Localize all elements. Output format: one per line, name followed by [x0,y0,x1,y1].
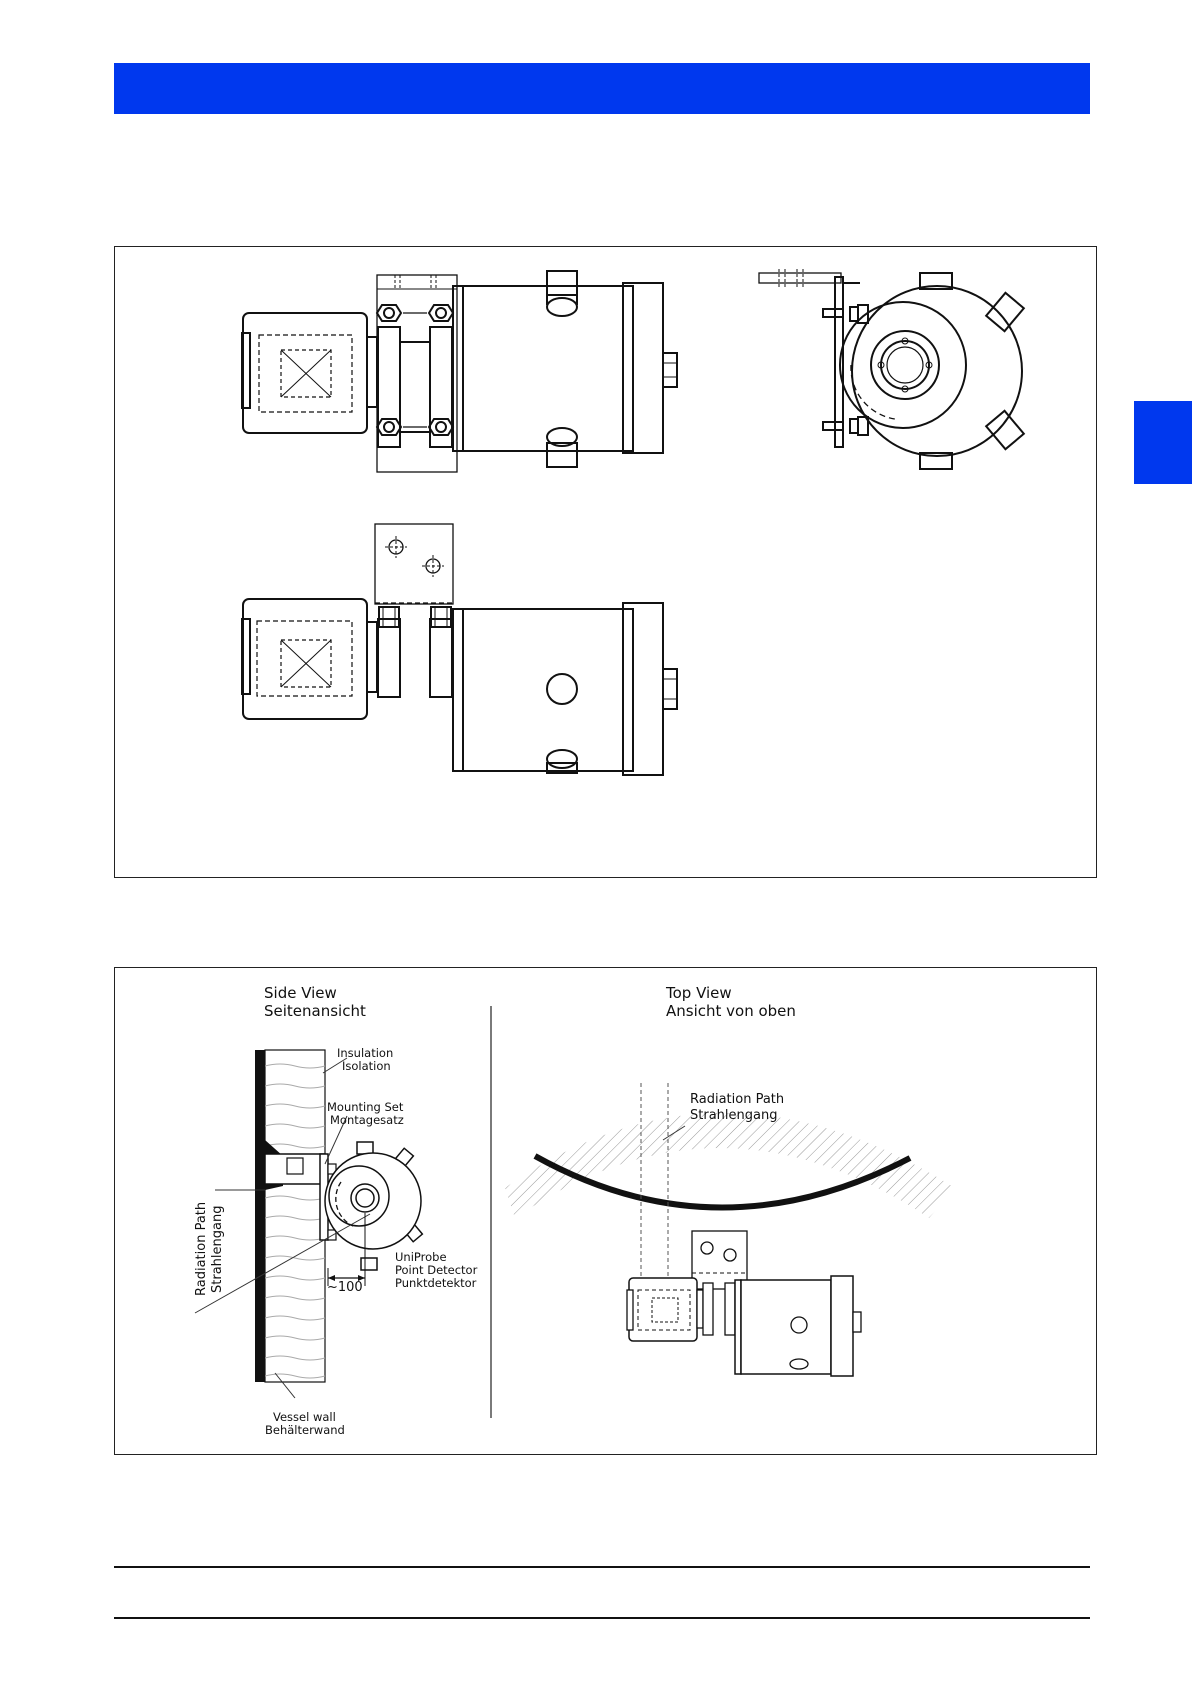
installation-drawing-svg [115,968,1098,1456]
radiation-path-label-de: Strahlengang [210,1205,225,1293]
end-view-drawing [759,269,1024,469]
vessel-wall-label-en: Vessel wall [273,1410,336,1424]
top-view-title-en: Top View [666,984,732,1002]
chapter-tab [1134,401,1192,484]
top-view-title-de: Ansicht von oben [666,1002,796,1020]
uniprobe-label: UniProbe [395,1250,447,1264]
side-view-title-en: Side View [264,984,337,1002]
distance-label: ~100 [327,1280,363,1295]
point-detector-label-de: Punktdetektor [395,1276,477,1290]
mounting-set-label-en: Mounting Set [327,1100,404,1114]
insulation-label-de: Isolation [342,1059,391,1073]
side-view-title-de: Seitenansicht [264,1002,366,1020]
mounting-set-label-de: Montagesatz [330,1113,404,1127]
radiation-path-label-en: Radiation Path [194,1201,209,1296]
header-bar [114,63,1090,114]
top-radiation-path-label-de: Strahlengang [690,1108,778,1123]
detector-dimension-drawing [114,246,1097,878]
side-view-drawing [242,524,677,775]
top-view-installation [505,1083,955,1376]
installation-drawing [114,967,1097,1455]
top-radiation-path-label-en: Radiation Path [690,1092,785,1107]
point-detector-label-en: Point Detector [395,1263,478,1277]
clamp-nuts [377,305,453,435]
front-view-drawing [242,271,677,472]
vessel-wall [255,1050,265,1382]
footer-rule-bottom [114,1617,1090,1619]
insulation-label-en: Insulation [337,1046,394,1060]
vessel-wall-label-de: Behälterwand [265,1423,345,1437]
detector-drawing-svg [115,247,1098,879]
footer-rule-top [114,1566,1090,1568]
